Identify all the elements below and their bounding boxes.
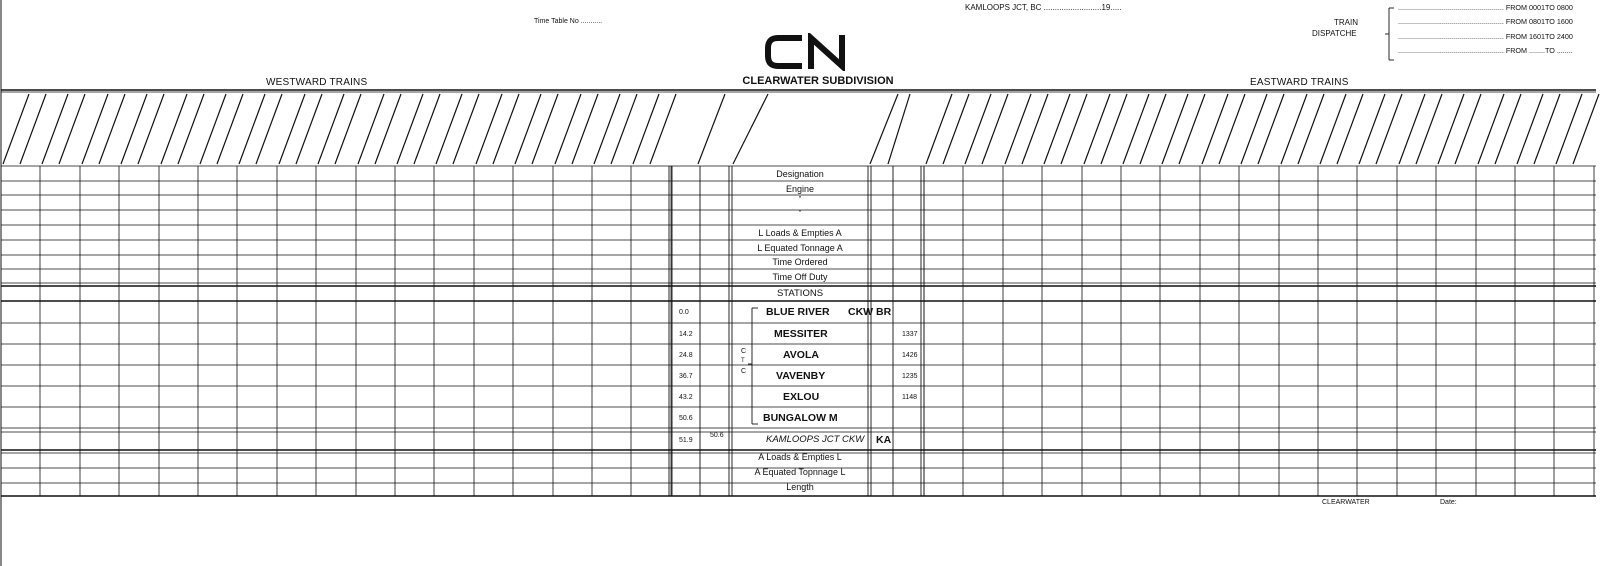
station-right: 1426	[902, 352, 918, 359]
diagonal-line	[121, 94, 147, 164]
station-name: AVOLA	[783, 349, 819, 361]
diagonal-line	[1061, 94, 1087, 164]
station-mile: 24.8	[679, 352, 693, 359]
row-equated-tonnage-bottom: A Equated Topnnage L	[754, 467, 846, 477]
diagonal-line	[99, 94, 125, 164]
station-mile: 36.7	[679, 373, 693, 380]
station-mile-2: 50.6	[710, 432, 724, 439]
diagonal-line	[1298, 94, 1324, 164]
diagonal-line	[414, 94, 440, 164]
diagonal-line	[217, 94, 243, 164]
diagonal-line	[1140, 94, 1166, 164]
diagonal-line	[1202, 94, 1228, 164]
cn-logo	[764, 33, 866, 71]
station-mile: 50.6	[679, 415, 693, 422]
diagonal-line	[59, 94, 85, 164]
diagonal-line	[733, 94, 768, 164]
train-label: TRAIN	[1334, 18, 1358, 27]
diagonal-line	[1044, 94, 1070, 164]
diagonal-line	[1495, 94, 1521, 164]
shift-4: ..................................................... FROM ........TO ........	[1398, 46, 1573, 55]
diagonal-line	[870, 94, 898, 164]
shift-3: ..................................................... FROM 1601TO 2400	[1398, 32, 1573, 41]
diagonal-line	[1179, 94, 1205, 164]
ctc-letter: C	[741, 348, 747, 355]
station-name: MESSITER	[774, 328, 828, 340]
diagonal-line	[532, 94, 558, 164]
stations-label: STATIONS	[776, 288, 824, 299]
diagonal-line	[965, 94, 991, 164]
station-name: BUNGALOW M	[763, 412, 838, 424]
station-right: 1148	[902, 394, 918, 401]
timetable-number: Time Table No ...........	[534, 18, 603, 25]
diagonal-line	[515, 94, 541, 164]
diagonal-line	[555, 94, 581, 164]
diagonal-line	[1337, 94, 1363, 164]
row-loads-empties: L Loads & Empties A	[758, 228, 842, 238]
diagonal-line	[42, 94, 68, 164]
diagonal-line	[453, 94, 479, 164]
diagonal-line	[1455, 94, 1481, 164]
station-name: BLUE RIVER	[766, 306, 830, 318]
diagonal-line	[1573, 94, 1599, 164]
eastward-label: EASTWARD TRAINS	[1250, 77, 1349, 88]
diagonal-line	[476, 94, 502, 164]
diagonal-line	[138, 94, 164, 164]
diagonal-line	[200, 94, 226, 164]
row-ditto-1: "	[798, 196, 802, 203]
diagonal-line	[1478, 94, 1504, 164]
diagonal-line	[375, 94, 401, 164]
station-mile: 51.9	[679, 437, 693, 444]
diagonal-line	[82, 94, 108, 164]
shift-1: ..................................................... FROM 0001TO 0800	[1398, 3, 1573, 12]
diagonal-line	[1376, 94, 1402, 164]
row-time-off-duty: Time Off Duty	[772, 272, 828, 282]
diagonal-line	[943, 94, 969, 164]
station-suffix: CKW	[848, 306, 874, 318]
diagonal-line	[1162, 94, 1188, 164]
station-right: 1235	[902, 373, 918, 380]
diagonal-line	[698, 94, 725, 164]
diagonal-line	[1005, 94, 1031, 164]
diagonal-line	[1281, 94, 1307, 164]
diagonal-line	[888, 94, 910, 164]
diagonal-line	[239, 94, 265, 164]
diagonal-line	[611, 94, 637, 164]
station-date: KAMLOOPS JCT, BC ..........................19.....	[965, 3, 1122, 12]
diagonal-line	[1416, 94, 1442, 164]
diagonal-line	[358, 94, 384, 164]
diagonal-line	[1438, 94, 1464, 164]
diagonal-line	[20, 94, 46, 164]
row-designation: Designation	[776, 169, 824, 179]
row-equated-tonnage: L Equated Tonnage A	[757, 243, 843, 253]
row-time-ordered: Time Ordered	[772, 257, 828, 267]
westward-label: WESTWARD TRAINS	[266, 77, 368, 88]
diagonal-line	[926, 94, 952, 164]
diagonal-line	[335, 94, 361, 164]
diagonal-line	[1359, 94, 1385, 164]
diagonal-line	[1022, 94, 1048, 164]
subdivision-title: CLEARWATER SUBDIVISION	[742, 75, 894, 87]
station-code: BR	[876, 306, 892, 318]
footer-subdivision: CLEARWATER	[1322, 499, 1370, 506]
station-code: KA	[876, 434, 892, 446]
diagonal-line	[1101, 94, 1127, 164]
ctc-letter: C	[741, 368, 747, 375]
station-name: VAVENBY	[776, 370, 826, 382]
diagonal-line	[296, 94, 322, 164]
row-length: Length	[786, 482, 814, 492]
footer-date: Date:	[1440, 499, 1457, 506]
diagonal-line	[161, 94, 187, 164]
station-mile: 0.0	[679, 309, 689, 316]
diagonal-line	[397, 94, 423, 164]
diagonal-line	[178, 94, 204, 164]
diagonal-line	[3, 94, 29, 164]
diagonal-line	[1084, 94, 1110, 164]
station-name: EXLOU	[783, 391, 820, 403]
shift-2: ..................................................... FROM 0801TO 1600	[1398, 17, 1573, 26]
diagonal-line	[1399, 94, 1425, 164]
diagonal-line	[1123, 94, 1149, 164]
diagonal-line	[594, 94, 620, 164]
diagonal-line	[436, 94, 462, 164]
station-mile: 43.2	[679, 394, 693, 401]
station-name: KAMLOOPS JCT CKW	[766, 434, 865, 445]
diagonal-line	[318, 94, 344, 164]
diagonal-line	[256, 94, 282, 164]
diagonal-line	[1556, 94, 1582, 164]
diagonal-line	[1320, 94, 1346, 164]
diagonal-line	[1534, 94, 1560, 164]
diagonal-line	[982, 94, 1008, 164]
diagonal-line	[493, 94, 519, 164]
diagonal-line	[1517, 94, 1543, 164]
dispatcher-label: DISPATCHE	[1312, 29, 1357, 38]
row-engine: Engine	[785, 184, 815, 194]
diagonal-line	[1241, 94, 1267, 164]
station-mile: 14.2	[679, 331, 693, 338]
row-ditto-2: "	[798, 210, 802, 217]
diagonal-line	[279, 94, 305, 164]
diagonal-line	[1258, 94, 1284, 164]
diagonal-line	[650, 94, 676, 164]
station-right: 1337	[902, 331, 918, 338]
ctc-letter: T	[741, 358, 745, 364]
diagonal-line	[633, 94, 659, 164]
diagonal-line	[572, 94, 598, 164]
row-loads-empties-bottom: A Loads & Empties L	[758, 452, 842, 462]
diagonal-line	[1219, 94, 1245, 164]
